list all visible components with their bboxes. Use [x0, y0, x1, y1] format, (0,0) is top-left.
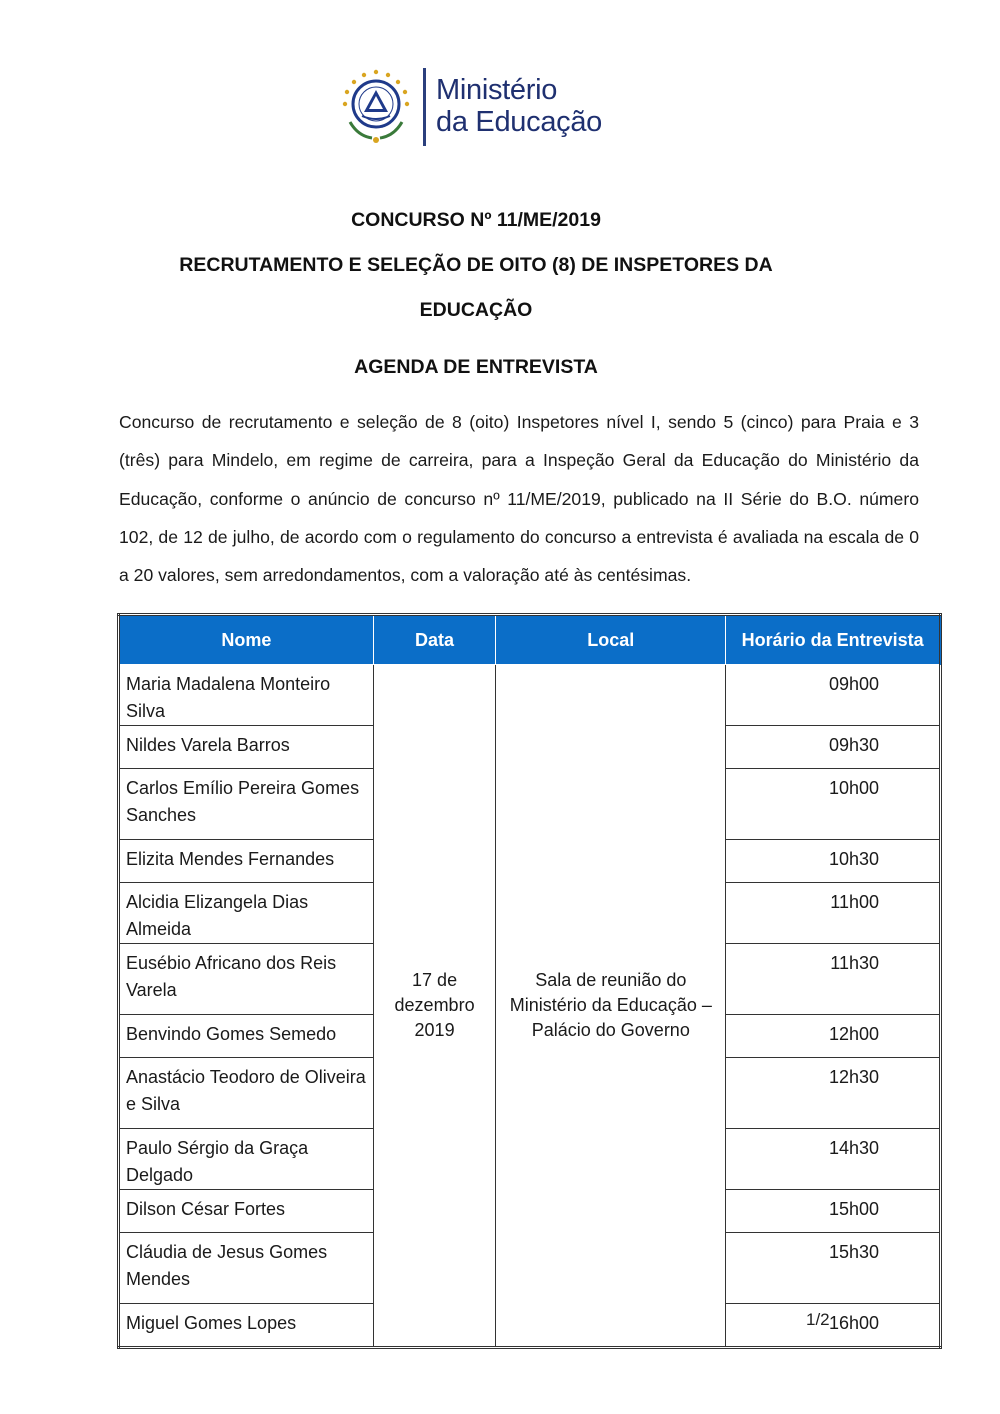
candidate-name: Elizita Mendes Fernandes [119, 840, 374, 883]
interview-schedule-table [117, 613, 942, 1349]
document-title: CONCURSO Nº 11/ME/2019 [351, 209, 601, 231]
candidate-name: Paulo Sérgio da Graça Delgado [119, 1129, 374, 1190]
column-header-name: Nome [119, 615, 374, 665]
interview-location: Sala de reunião do Ministério da Educação – Palácio do Governo [496, 665, 726, 1348]
column-header-time: Horário da Entrevista [726, 615, 941, 665]
candidate-name: Carlos Emílio Pereira Gomes Sanches [119, 769, 374, 840]
interview-time: 12h00 [726, 1015, 941, 1058]
logo-wordmark [436, 74, 602, 138]
logo-line-2: da Educação [436, 106, 602, 138]
interview-time: 11h00 [726, 883, 941, 944]
candidate-name: Eusébio Africano dos Reis Varela [119, 944, 374, 1015]
document-title-line-2: RECRUTAMENTO E SELEÇÃO DE OITO (8) DE INSPETORES DA [179, 254, 773, 276]
logo-divider [423, 68, 426, 146]
candidate-name: Anastácio Teodoro de Oliveira e Silva [119, 1058, 374, 1129]
interview-time: 15h30 [726, 1233, 941, 1304]
column-header-location: Local [496, 615, 726, 665]
candidate-name: Dilson César Fortes [119, 1190, 374, 1233]
candidate-name: Cláudia de Jesus Gomes Mendes [119, 1233, 374, 1304]
interview-time: 11h30 [726, 944, 941, 1015]
candidate-name: Miguel Gomes Lopes [119, 1304, 374, 1348]
interview-time: 16h00 [726, 1304, 941, 1348]
interview-time: 12h30 [726, 1058, 941, 1129]
column-header-date: Data [373, 615, 496, 665]
candidate-name: Nildes Varela Barros [119, 726, 374, 769]
intro-paragraph: Concurso de recrutamento e seleção de 8 (oito) Inspetores nível I, sendo 5 (cinco) para Praia e 3 (três) para Mindelo, em regime de carreira, para a Inspeção Geral da Educação do Ministério da Educação, conforme o anúncio de concurso nº 11/ME/2019, publicado na II Série do B.O. número 102, de 12 de julho, de acordo com o regulamento do concurso a entrevista é avaliada na escala de 0 a 20 valores, sem arredondamentos, com a valoração até às centésimas. [119, 412, 919, 586]
table-row [119, 665, 941, 726]
page-number: 1/2 [806, 1310, 830, 1329]
logo-line-1: Ministério [436, 74, 558, 106]
ministry-logo [330, 62, 630, 152]
interview-date: 17 de dezembro 2019 [373, 665, 496, 1348]
document-title-line-3: EDUCAÇÃO [419, 299, 533, 321]
interview-time: 10h00 [726, 769, 941, 840]
interview-time: 09h00 [726, 665, 941, 726]
document-subtitle: AGENDA DE ENTREVISTA [354, 356, 598, 378]
candidate-name: Maria Madalena Monteiro Silva [119, 665, 374, 726]
interview-time: 10h30 [726, 840, 941, 883]
interview-time: 14h30 [726, 1129, 941, 1190]
national-emblem-icon [336, 66, 416, 148]
table-header-row [119, 615, 941, 665]
interview-time: 09h30 [726, 726, 941, 769]
candidate-name: Benvindo Gomes Semedo [119, 1015, 374, 1058]
candidate-name: Alcidia Elizangela Dias Almeida [119, 883, 374, 944]
interview-time: 15h00 [726, 1190, 941, 1233]
